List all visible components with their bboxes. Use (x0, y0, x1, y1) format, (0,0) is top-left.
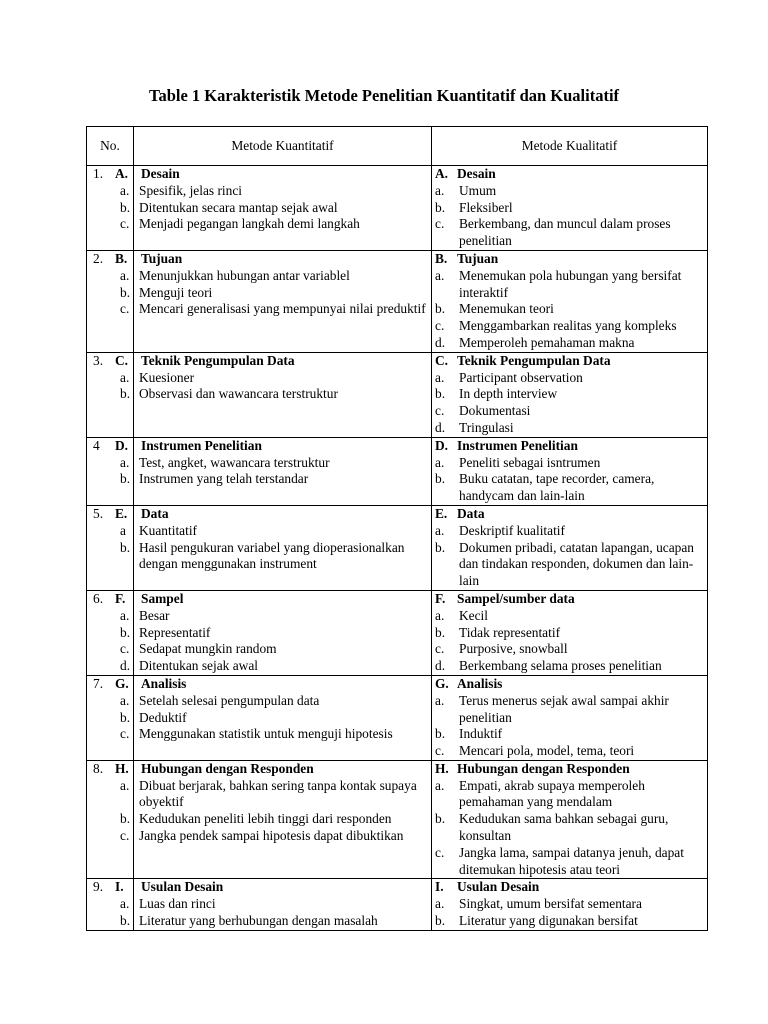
item-marker: b. (120, 539, 131, 555)
item-marker: a. (435, 777, 445, 793)
item-marker: a. (120, 182, 130, 198)
kuantitatif-cell (120, 760, 432, 879)
item-text: Luas dan rinci (139, 896, 216, 912)
kualitatif-content (432, 251, 707, 352)
kualitatif-heading-row (435, 438, 707, 455)
kualitatif-cell (432, 250, 708, 352)
item-text: Hasil pengukuran variabel yang dioperasionalkan dengan menggunakan instrument (139, 539, 405, 572)
item-text: Besar (139, 607, 170, 623)
kualitatif-item (435, 200, 707, 217)
item-marker: d. (435, 658, 446, 674)
row-number-text: 6. (93, 590, 104, 606)
kualitatif-heading-row (435, 506, 707, 523)
row-letter: E. (115, 505, 128, 521)
kualitatif-heading-row (435, 353, 707, 370)
kuantitatif-heading-row (90, 591, 431, 608)
item-text: Kecil (459, 607, 488, 623)
item-marker: a. (435, 267, 445, 283)
item-text: Spesifik, jelas rinci (139, 182, 243, 198)
item-marker: a (120, 522, 126, 538)
kualitatif-content (432, 166, 707, 250)
kuantitatif-heading-row (90, 676, 431, 693)
kualitatif-cell (432, 590, 708, 675)
table-row (87, 352, 708, 437)
kuantitatif-content (120, 352, 431, 403)
kualitatif-heading-row (435, 251, 707, 268)
kualitatif-item (435, 658, 707, 675)
kualitatif-item (435, 386, 707, 403)
item-text: Deskriptif kualitatif (459, 522, 565, 538)
item-marker: b. (120, 471, 131, 487)
kuantitatif-cell (120, 166, 432, 251)
item-text: Menggunakan statistik untuk menguji hipotesis (139, 726, 393, 742)
kuantitatif-item (90, 726, 431, 743)
kuantitatif-content (120, 166, 431, 233)
kualitatif-item (435, 693, 707, 727)
item-text: Mencari pola, model, tema, teori (459, 743, 635, 759)
item-text: Umum (459, 182, 497, 198)
kualitatif-item (435, 778, 707, 812)
kualitatif-heading-row (435, 591, 707, 608)
header-no: No. (87, 127, 134, 166)
kuantitatif-item (90, 370, 431, 387)
kualitatif-heading: Analisis (457, 675, 503, 691)
kualitatif-cell (432, 505, 708, 590)
row-number-text: 4 (93, 437, 100, 453)
kualitatif-item (435, 455, 707, 472)
kuantitatif-heading-row (90, 879, 431, 896)
kuantitatif-item (90, 693, 431, 710)
item-text: Observasi dan wawancara terstruktur (139, 386, 338, 402)
item-text: Instrumen yang telah terstandar (139, 471, 309, 487)
header-kuantitatif: Metode Kuantitatif (134, 127, 432, 166)
kualitatif-heading: Hubungan dengan Responden (457, 760, 630, 776)
kuantitatif-item (90, 658, 431, 675)
kuantitatif-heading: Usulan Desain (141, 879, 224, 895)
kualitatif-content (432, 676, 707, 760)
kuantitatif-cell (120, 250, 432, 352)
kuantitatif-heading: Sampel (141, 590, 184, 606)
item-text: Setelah selesai pengumpulan data (139, 692, 320, 708)
kuantitatif-item (90, 540, 431, 574)
item-marker: b. (120, 811, 131, 827)
item-marker: b. (120, 386, 131, 402)
kualitatif-item (435, 641, 707, 658)
table-row (87, 590, 708, 675)
kualitatif-letter: H. (435, 760, 449, 776)
kuantitatif-item (90, 896, 431, 913)
item-text: Dibuat berjarak, bahkan sering tanpa kontak supaya obyektif (139, 777, 417, 810)
kualitatif-item (435, 913, 707, 930)
item-marker: b. (120, 624, 131, 640)
row-number-text: 5. (93, 505, 104, 521)
item-text: Tidak representatif (459, 624, 561, 640)
item-marker: b. (435, 726, 446, 742)
item-text: Representatif (139, 624, 211, 640)
item-marker: b. (435, 624, 446, 640)
table-row (87, 166, 708, 251)
kualitatif-item (435, 403, 707, 420)
kuantitatif-heading-row (90, 761, 431, 778)
kuantitatif-item (90, 710, 431, 727)
kualitatif-item (435, 896, 707, 913)
item-marker: b. (120, 913, 131, 929)
item-marker: b. (120, 199, 131, 215)
item-marker: b. (120, 284, 131, 300)
item-text: Jangka lama, sampai datanya jenuh, dapat ditemukan hipotesis atau teori (459, 844, 684, 877)
item-marker: a. (120, 369, 130, 385)
kuantitatif-content (120, 590, 431, 675)
item-marker: a. (120, 896, 130, 912)
kualitatif-content (432, 353, 707, 437)
item-marker: a. (435, 369, 445, 385)
kualitatif-heading: Teknik Pengumpulan Data (457, 352, 611, 368)
item-text: Dokumen pribadi, catatan lapangan, ucapan dan tindakan responden, dokumen dan lain-lain (459, 539, 694, 589)
kualitatif-heading-row (435, 166, 707, 183)
item-marker: c. (120, 216, 130, 232)
kuantitatif-item (90, 913, 431, 930)
row-letter: B. (115, 250, 128, 266)
item-text: Menjadi pegangan langkah demi langkah (139, 216, 360, 232)
kualitatif-item (435, 183, 707, 200)
item-text: Menemukan teori (459, 301, 554, 317)
item-marker: a. (120, 267, 130, 283)
row-number-text: 3. (93, 352, 104, 368)
kualitatif-heading-row (435, 761, 707, 778)
kuantitatif-heading-row (90, 166, 431, 183)
row-letter: C. (115, 352, 129, 368)
item-marker: b. (435, 913, 446, 929)
item-text: Kedudukan sama bahkan sebagai guru, konsultan (459, 811, 669, 844)
item-marker: a. (435, 454, 445, 470)
kualitatif-item (435, 811, 707, 845)
item-text: Singkat, umum bersifat sementara (459, 896, 642, 912)
kualitatif-heading-row (435, 879, 707, 896)
item-text: Fleksiberl (459, 199, 513, 215)
kuantitatif-item (90, 778, 431, 812)
kuantitatif-content (120, 437, 431, 488)
kuantitatif-heading: Hubungan dengan Responden (141, 760, 314, 776)
item-marker: c. (435, 318, 445, 334)
kualitatif-content (432, 761, 707, 879)
kualitatif-item (435, 540, 707, 590)
item-text: Jangka pendek sampai hipotesis dapat dibuktikan (139, 828, 404, 844)
kualitatif-heading: Instrumen Penelitian (457, 437, 578, 453)
item-marker: a. (435, 607, 445, 623)
kuantitatif-item (90, 285, 431, 302)
item-text: Induktif (459, 726, 503, 742)
item-marker: b. (435, 811, 446, 827)
kualitatif-item (435, 726, 707, 743)
kualitatif-item (435, 420, 707, 437)
row-letter: H. (115, 760, 129, 776)
kualitatif-heading: Desain (457, 166, 496, 181)
kuantitatif-content (120, 879, 431, 929)
header-kualitatif: Metode Kualitatif (432, 127, 708, 166)
kuantitatif-item (90, 471, 431, 488)
row-letter: F. (115, 590, 126, 606)
kualitatif-cell (432, 437, 708, 505)
kualitatif-item (435, 318, 707, 335)
row-number-text: 7. (93, 675, 104, 691)
item-text: Berkembang, dan muncul dalam proses penelitian (459, 216, 671, 249)
kualitatif-cell (432, 879, 708, 930)
kuantitatif-heading: Desain (141, 166, 180, 181)
kuantitatif-item (90, 608, 431, 625)
item-text: Participant observation (459, 369, 583, 385)
row-number-text: 2. (93, 250, 104, 266)
kualitatif-letter: G. (435, 675, 449, 691)
kuantitatif-content (120, 505, 431, 573)
kuantitatif-cell (120, 675, 432, 760)
kuantitatif-content (120, 250, 431, 318)
item-marker: c. (120, 641, 130, 657)
kualitatif-letter: C. (435, 352, 449, 368)
table-row (87, 437, 708, 505)
item-marker: a. (435, 182, 445, 198)
item-marker: c. (435, 743, 445, 759)
kualitatif-heading: Usulan Desain (457, 879, 540, 895)
item-text: Kuesioner (139, 369, 195, 385)
table-row (87, 879, 708, 930)
item-marker: b. (435, 301, 446, 317)
kualitatif-cell (432, 352, 708, 437)
row-letter: A. (115, 166, 129, 181)
kuantitatif-item (90, 828, 431, 845)
kuantitatif-cell (120, 879, 432, 930)
table-row (87, 760, 708, 879)
item-marker: b. (120, 709, 131, 725)
kuantitatif-item (90, 200, 431, 217)
item-marker: d. (435, 334, 446, 350)
row-number-text: 9. (93, 879, 104, 895)
item-text: Terus menerus sejak awal sampai akhir penelitian (459, 692, 669, 725)
item-marker: c. (435, 216, 445, 232)
item-marker: a. (435, 692, 445, 708)
item-text: Purposive, snowball (459, 641, 568, 657)
kualitatif-item (435, 845, 707, 879)
item-text: Literatur yang digunakan bersifat (459, 913, 638, 929)
comparison-table (86, 126, 708, 931)
kualitatif-letter: I. (435, 879, 444, 895)
kualitatif-letter: E. (435, 505, 448, 521)
item-marker: c. (435, 844, 445, 860)
table-header-row (87, 127, 708, 166)
kuantitatif-item (90, 301, 431, 318)
item-text: Ditentukan secara mantap sejak awal (139, 199, 338, 215)
item-text: Dokumentasi (459, 403, 531, 419)
kuantitatif-item (90, 625, 431, 642)
item-text: Deduktif (139, 709, 187, 725)
item-text: Tringulasi (459, 419, 514, 435)
kualitatif-content (432, 506, 707, 590)
kuantitatif-content (120, 675, 431, 743)
kualitatif-content (432, 438, 707, 505)
kuantitatif-item (90, 183, 431, 200)
kualitatif-item (435, 335, 707, 352)
kuantitatif-item (90, 216, 431, 233)
kualitatif-item (435, 268, 707, 302)
kuantitatif-heading: Instrumen Penelitian (141, 437, 262, 453)
item-marker: b. (435, 539, 446, 555)
kuantitatif-heading-row (90, 438, 431, 455)
kualitatif-cell (432, 760, 708, 879)
kualitatif-item (435, 471, 707, 505)
kuantitatif-item (90, 641, 431, 658)
item-text: Mencari generalisasi yang mempunyai nilai preduktif (139, 301, 426, 317)
item-marker: c. (120, 726, 130, 742)
item-marker: d. (120, 658, 131, 674)
item-marker: b. (435, 386, 446, 402)
item-marker: a. (120, 607, 130, 623)
item-marker: c. (435, 403, 445, 419)
kuantitatif-heading-row (90, 353, 431, 370)
document-title: Table 1 Karakteristik Metode Penelitian Kuantitatif dan Kualitatif (148, 86, 620, 105)
kualitatif-item (435, 743, 707, 760)
kualitatif-letter: D. (435, 437, 449, 453)
item-text: Menggambarkan realitas yang kompleks (459, 318, 677, 334)
item-text: In depth interview (459, 386, 558, 402)
kuantitatif-heading-row (90, 251, 431, 268)
kualitatif-heading-row (435, 676, 707, 693)
kuantitatif-cell (120, 352, 432, 437)
item-text: Menguji teori (139, 284, 213, 300)
kualitatif-content (432, 591, 707, 675)
kualitatif-letter: F. (435, 590, 446, 606)
item-text: Empati, akrab supaya memperoleh pemahaman yang mendalam (459, 777, 645, 810)
row-letter: D. (115, 437, 129, 453)
row-number-text: 1. (93, 166, 104, 181)
table-row (87, 250, 708, 352)
kualitatif-heading: Tujuan (457, 250, 499, 266)
item-marker: c. (120, 828, 130, 844)
kualitatif-cell (432, 166, 708, 251)
kuantitatif-item (90, 268, 431, 285)
kualitatif-letter: A. (435, 166, 449, 181)
item-marker: b. (435, 199, 446, 215)
kuantitatif-cell (120, 505, 432, 590)
row-letter: G. (115, 675, 129, 691)
item-marker: a. (120, 777, 130, 793)
kualitatif-item (435, 625, 707, 642)
kualitatif-item (435, 523, 707, 540)
item-text: Test, angket, wawancara terstruktur (139, 454, 330, 470)
kualitatif-item (435, 370, 707, 387)
kuantitatif-item (90, 811, 431, 828)
row-letter: I. (115, 879, 124, 895)
item-text: Kedudukan peneliti lebih tinggi dari responden (139, 811, 392, 827)
kuantitatif-item (90, 455, 431, 472)
kuantitatif-item (90, 386, 431, 403)
item-marker: a. (120, 692, 130, 708)
kuantitatif-heading: Analisis (141, 675, 187, 691)
kualitatif-cell (432, 675, 708, 760)
item-marker: a. (120, 454, 130, 470)
item-marker: c. (435, 641, 445, 657)
kualitatif-item (435, 301, 707, 318)
item-text: Literatur yang berhubungan dengan masalah (139, 913, 378, 929)
table-row (87, 505, 708, 590)
item-marker: a. (435, 522, 445, 538)
kualitatif-heading: Data (457, 505, 485, 521)
kualitatif-item (435, 216, 707, 250)
kualitatif-content (432, 879, 707, 929)
item-marker: b. (435, 471, 446, 487)
item-text: Memperoleh pemahaman makna (459, 334, 635, 350)
kuantitatif-item (90, 523, 431, 540)
kuantitatif-cell (120, 590, 432, 675)
item-text: Kuantitatif (139, 522, 198, 538)
item-marker: d. (435, 419, 446, 435)
kuantitatif-heading: Teknik Pengumpulan Data (141, 352, 295, 368)
item-text: Menemukan pola hubungan yang bersifat interaktif (459, 267, 682, 300)
kuantitatif-content (120, 760, 431, 845)
item-text: Peneliti sebagai isntrumen (459, 454, 601, 470)
table-row (87, 675, 708, 760)
row-number-text: 8. (93, 760, 104, 776)
kualitatif-heading: Sampel/sumber data (457, 590, 575, 606)
item-text: Sedapat mungkin random (139, 641, 277, 657)
item-text: Menunjukkan hubungan antar variablel (139, 267, 350, 283)
kuantitatif-heading-row (90, 506, 431, 523)
item-text: Berkembang selama proses penelitian (459, 658, 662, 674)
item-text: Ditentukan sejak awal (139, 658, 258, 674)
kuantitatif-heading: Data (141, 505, 169, 521)
kuantitatif-cell (120, 437, 432, 505)
kualitatif-item (435, 608, 707, 625)
kuantitatif-heading: Tujuan (141, 250, 183, 266)
item-marker: c. (120, 301, 130, 317)
item-text: Buku catatan, tape recorder, camera, handycam dan lain-lain (459, 471, 655, 504)
kualitatif-letter: B. (435, 250, 448, 266)
item-marker: a. (435, 896, 445, 912)
